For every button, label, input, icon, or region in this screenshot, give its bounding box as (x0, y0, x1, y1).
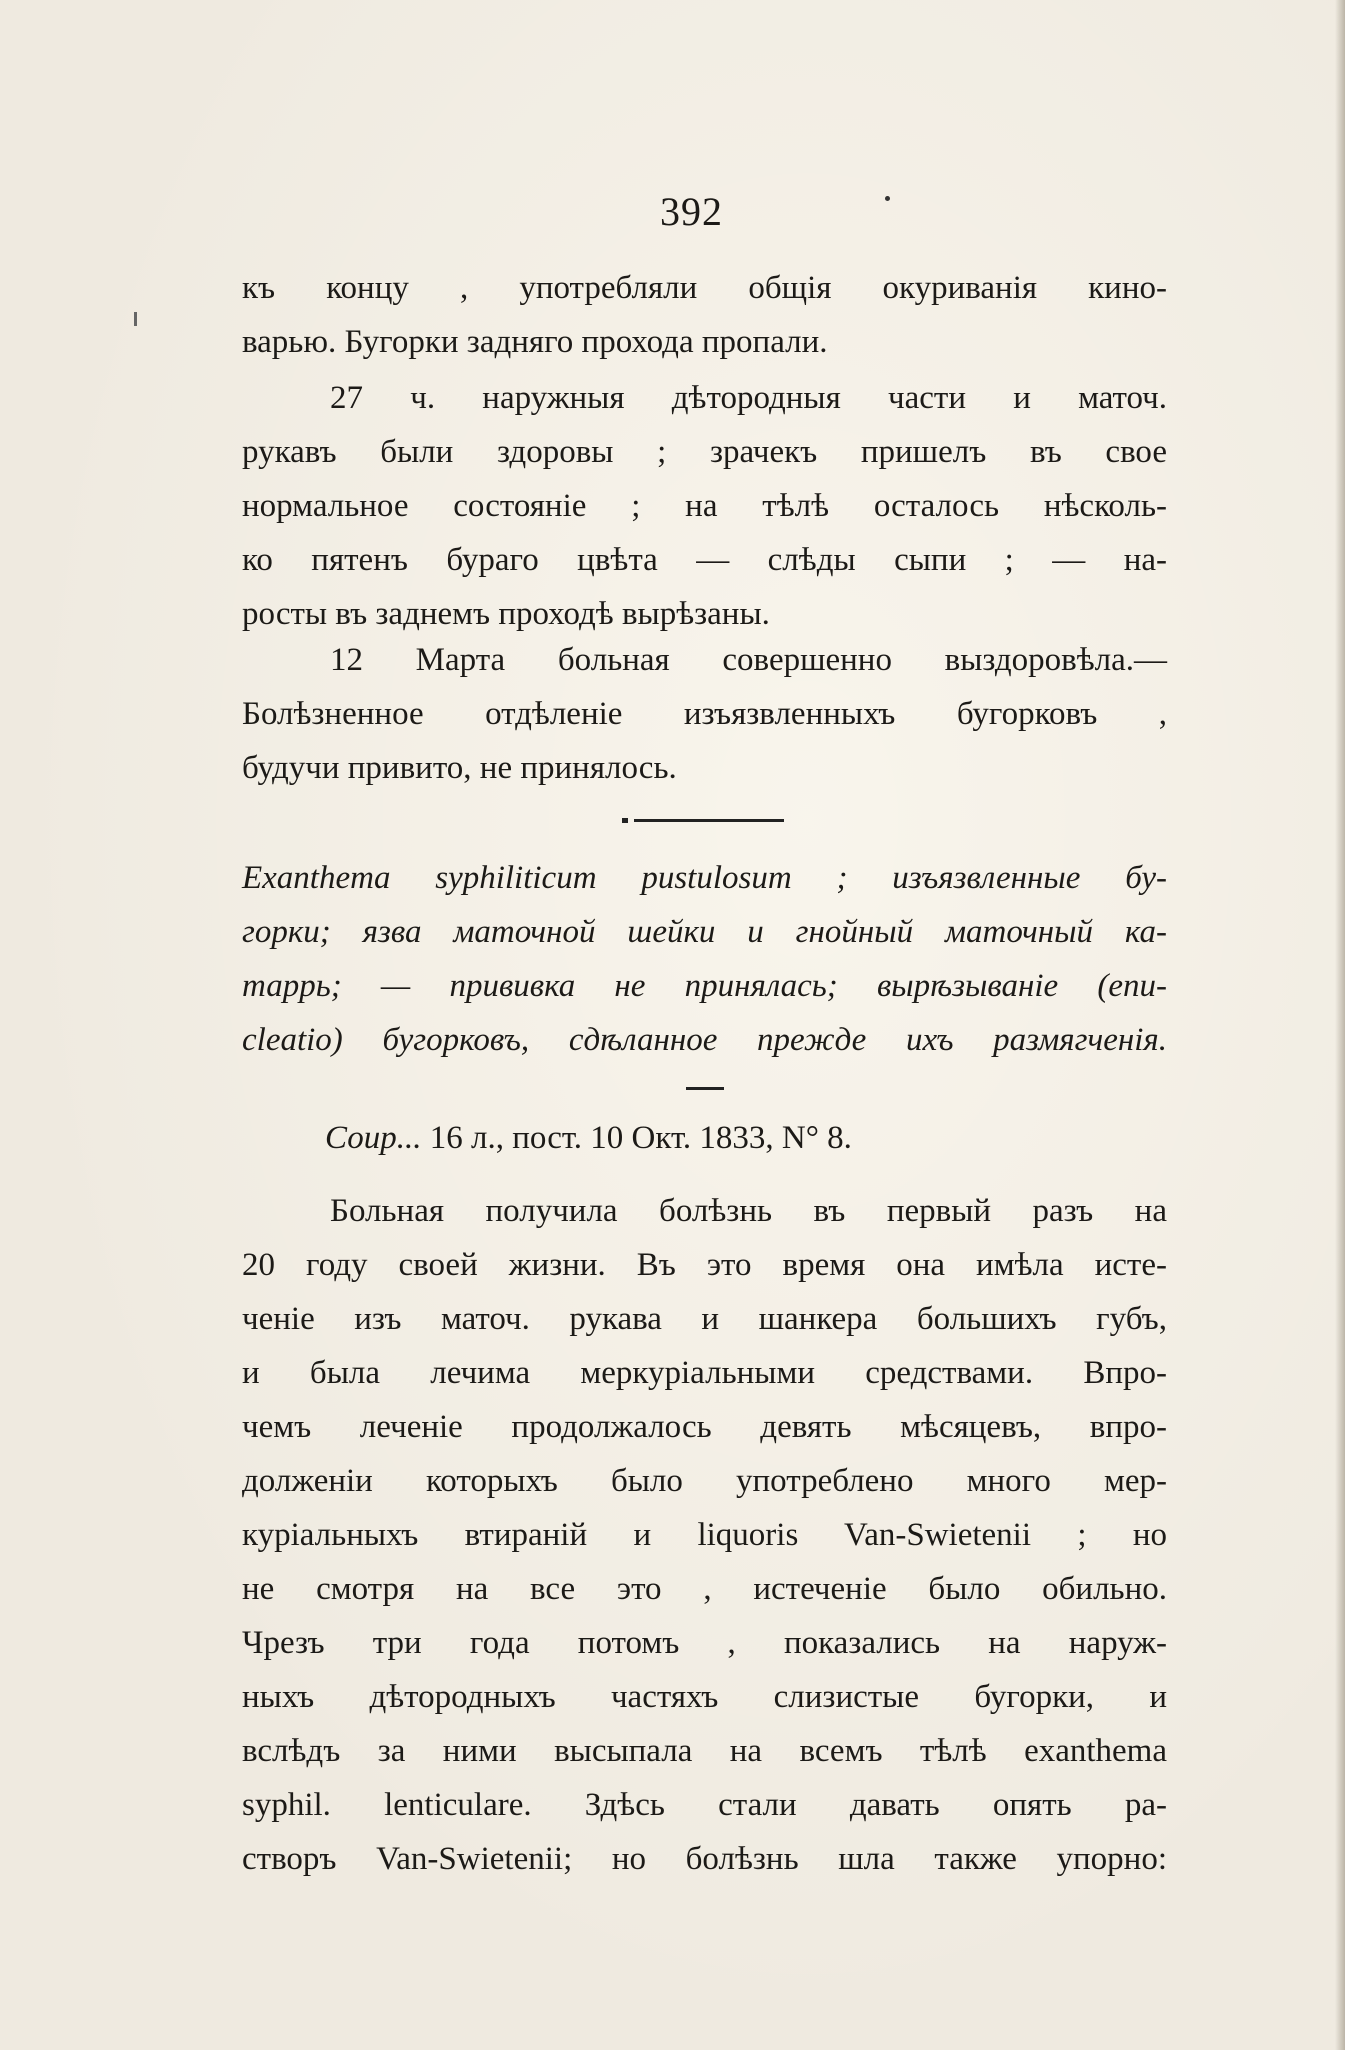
title-divider (686, 1087, 724, 1090)
print-speck (885, 196, 890, 201)
text-line: не смотря на все это , истеченіе было обильно. (242, 1571, 1167, 1607)
text-line: росты въ заднемъ проходѣ вырѣзаны. (242, 596, 770, 632)
text-line: cleatio) бугорковъ, сдѣланное прежде ихъ размягченія. (242, 1022, 1167, 1058)
paragraph-4 (242, 1184, 1167, 1886)
page-edge-shadow (1335, 0, 1345, 2050)
text-line: таррь; — прививка не принялась; вырѣзываніе (enu- (242, 968, 1167, 1004)
text-line: къ концу , употребляли общія окуриванія кино- (242, 270, 1167, 306)
paragraph-1 (242, 261, 1167, 369)
text-line: Болѣзненное отдѣленіе изъязвленныхъ бугорковъ , (242, 696, 1167, 732)
page-number: 392 (660, 189, 723, 234)
text-line: будучи привито, не принялось. (242, 750, 677, 786)
text-line: нормальное состояніе ; на тѣлѣ осталось нѣсколь- (242, 488, 1167, 524)
case-details: 16 л., пост. 10 Окт. 1833, N° 8. (421, 1120, 852, 1156)
text-line: ко пятенъ бураго цвѣта — слѣды сыпи ; — на- (242, 542, 1167, 578)
text-line: рукавъ были здоровы ; зрачекъ пришелъ въ свое (242, 434, 1167, 470)
text-line: syphil. lenticulare. Здѣсь стали давать опять ра- (242, 1787, 1167, 1823)
text-line: горки; язва маточной шейки и гнойный маточный ка- (242, 914, 1167, 950)
text-line: Exanthema syphiliticum pustulosum ; изъязвленные бу- (242, 860, 1167, 896)
margin-mark (134, 312, 137, 326)
text-line: ныхъ дѣтородныхъ частяхъ слизистые бугорки, и (242, 1679, 1167, 1715)
case-title (242, 851, 1167, 1067)
text-line: створъ Van-Swietenii; но болѣзнь шла также упорно: (242, 1841, 1167, 1877)
case-name: Соир... (325, 1120, 422, 1156)
text-line: куріальныхъ втираній и liquoris Van-Swietenii ; но (242, 1517, 1167, 1553)
section-divider (634, 819, 784, 822)
text-line: 27 ч. наружныя дѣтородныя части и маточ. (330, 380, 1167, 416)
text-line: чемъ леченіе продолжалось девять мѣсяцевъ, впро- (242, 1409, 1167, 1445)
paragraph-2 (242, 371, 1167, 641)
paragraph-3 (242, 633, 1167, 795)
text-line: ченіе изъ маточ. рукава и шанкера большихъ губъ, (242, 1301, 1167, 1337)
text-line: вслѣдъ за ними высыпала на всемъ тѣлѣ exanthema (242, 1733, 1167, 1769)
text-line: варью. Бугорки задняго прохода пропали. (242, 324, 828, 360)
text-line: 20 году своей жизни. Въ это время она имѣла исте- (242, 1247, 1167, 1283)
text-line: Больная получила болѣзнь въ первый разъ на (330, 1193, 1167, 1229)
text-line: долженіи которыхъ было употреблено много мер- (242, 1463, 1167, 1499)
text-line: Чрезъ три года потомъ , показались на наруж- (242, 1625, 1167, 1661)
text-line: 12 Марта больная совершенно выздоровѣла.— (330, 642, 1167, 678)
text-line: и была лечима меркуріальными средствами. Впро- (242, 1355, 1167, 1391)
case-heading (325, 1111, 852, 1165)
